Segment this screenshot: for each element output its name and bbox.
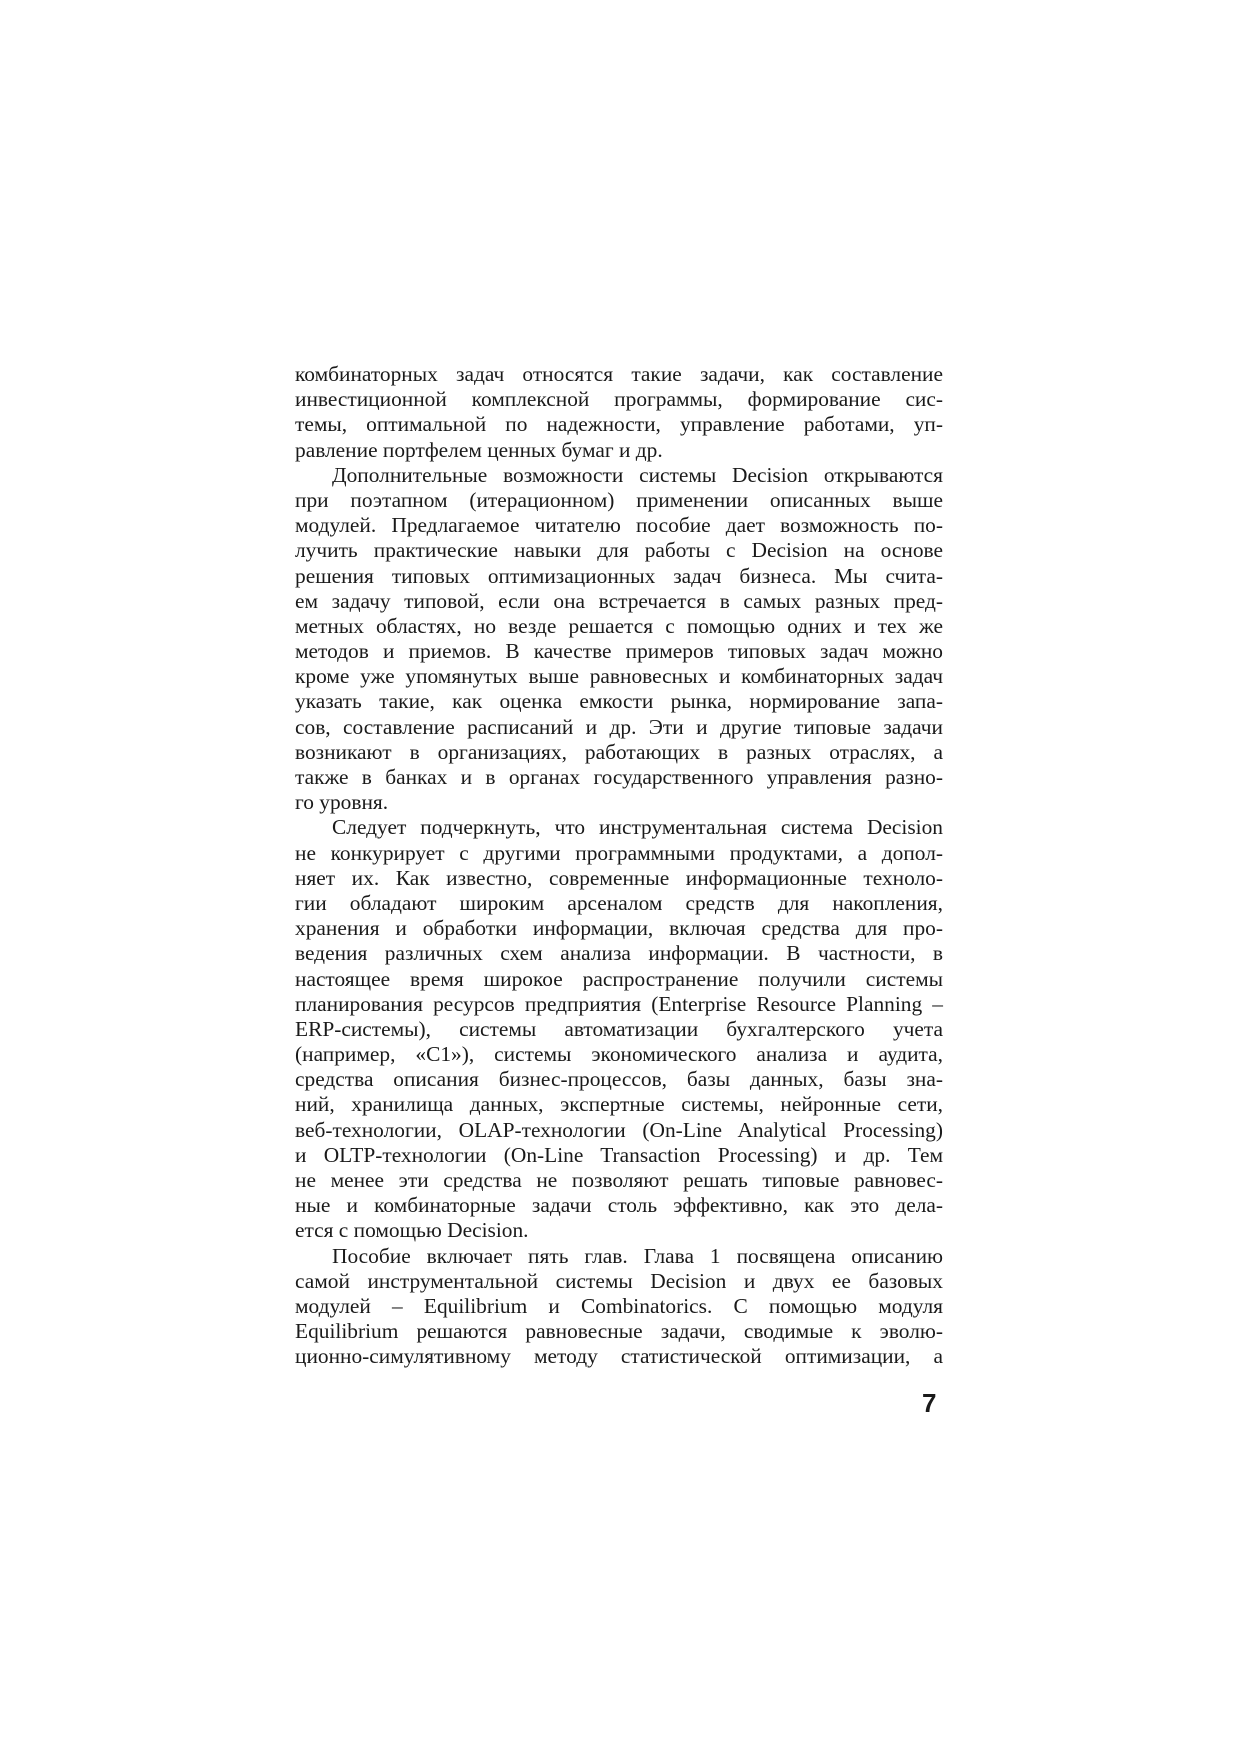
text-line: ведения различных схем анализа информации. В частности, в — [295, 941, 943, 966]
text-line: самой инструментальной системы Decision и двух ее базовых — [295, 1268, 943, 1293]
text-line: указать такие, как оценка емкости рынка, нормирование запа- — [295, 689, 943, 714]
text-line: кроме уже упомянутых выше равновесных и комбинаторных задач — [295, 664, 943, 689]
text-line: ционно-симулятивному методу статистической оптимизации, а — [295, 1344, 943, 1369]
text-line: го уровня. — [295, 790, 389, 815]
page-body-text — [295, 362, 943, 1370]
text-line: не конкурирует с другими программными продуктами, а допол- — [295, 840, 943, 865]
text-line: модулей. Предлагаемое читателю пособие дает возможность по- — [295, 513, 943, 538]
page-number: 7 — [922, 1388, 937, 1418]
text-line: лучить практические навыки для работы с Decision на основе — [295, 538, 943, 563]
text-line: методов и приемов. В качестве примеров типовых задач можно — [295, 639, 943, 664]
paragraph — [295, 463, 943, 816]
text-line: ERP-системы), системы автоматизации бухгалтерского учета — [295, 1016, 943, 1041]
text-line: хранения и обработки информации, включая средства для про- — [295, 916, 943, 941]
text-line: Equilibrium решаются равновесные задачи, сводимые к эволю- — [295, 1319, 943, 1344]
text-line: Дополнительные возможности системы Decision открываются — [332, 462, 943, 487]
text-line: (например, «С1»), системы экономического анализа и аудита, — [295, 1042, 943, 1067]
paragraph — [295, 362, 943, 463]
text-line: ется с помощью Decision. — [295, 1218, 529, 1243]
text-line: Следует подчеркнуть, что инструментальная система Decision — [332, 815, 943, 840]
text-line: возникают в организациях, работающих в разных отраслях, а — [295, 739, 943, 764]
text-line: и OLTP-технологии (On-Line Transaction Processing) и др. Тем — [295, 1142, 943, 1167]
text-line: также в банках и в органах государственного управления разно- — [295, 765, 943, 789]
text-line: при поэтапном (итерационном) применении описанных выше — [295, 487, 943, 512]
text-line: настоящее время широкое распространение получили системы — [295, 966, 943, 991]
text-line: планирования ресурсов предприятия (Enterprise Resource Planning – — [295, 991, 943, 1016]
text-line: решения типовых оптимизационных задач бизнеса. Мы счита- — [295, 563, 943, 588]
text-line: няет их. Как известно, современные информационные техноло- — [295, 865, 943, 890]
text-line: ные и комбинаторные задачи столь эффективно, как это дела- — [295, 1193, 943, 1218]
text-line: ем задачу типовой, если она встречается в самых разных пред- — [295, 588, 943, 613]
text-line: ний, хранилища данных, экспертные системы, нейронные сети, — [295, 1092, 943, 1117]
text-line: гии обладают широким арсеналом средств для накопления, — [295, 890, 943, 915]
text-line: метных областях, но везде решается с помощью одних и тех же — [295, 613, 943, 638]
text-line: темы, оптимальной по надежности, управление работами, уп- — [295, 412, 943, 437]
text-line: Пособие включает пять глав. Глава 1 посвящена описанию — [332, 1243, 943, 1268]
text-line: средства описания бизнес-процессов, базы данных, базы зна- — [295, 1067, 943, 1092]
text-line: сов, составление расписаний и др. Эти и другие типовые задачи — [295, 714, 943, 739]
text-line: равление портфелем ценных бумаг и др. — [295, 437, 663, 462]
text-line: веб-технологии, OLAP-технологии (On-Line Analytical Processing) — [295, 1117, 943, 1142]
text-line: инвестиционной комплексной программы, формирование сис- — [295, 387, 943, 412]
text-line: комбинаторных задач относятся такие задачи, как составление — [295, 362, 943, 386]
paragraph — [295, 1244, 943, 1370]
text-line: модулей – Equilibrium и Combinatorics. С помощью модуля — [295, 1293, 943, 1318]
text-line: не менее эти средства не позволяют решать типовые равновес- — [295, 1168, 943, 1192]
paragraph — [295, 815, 943, 1243]
